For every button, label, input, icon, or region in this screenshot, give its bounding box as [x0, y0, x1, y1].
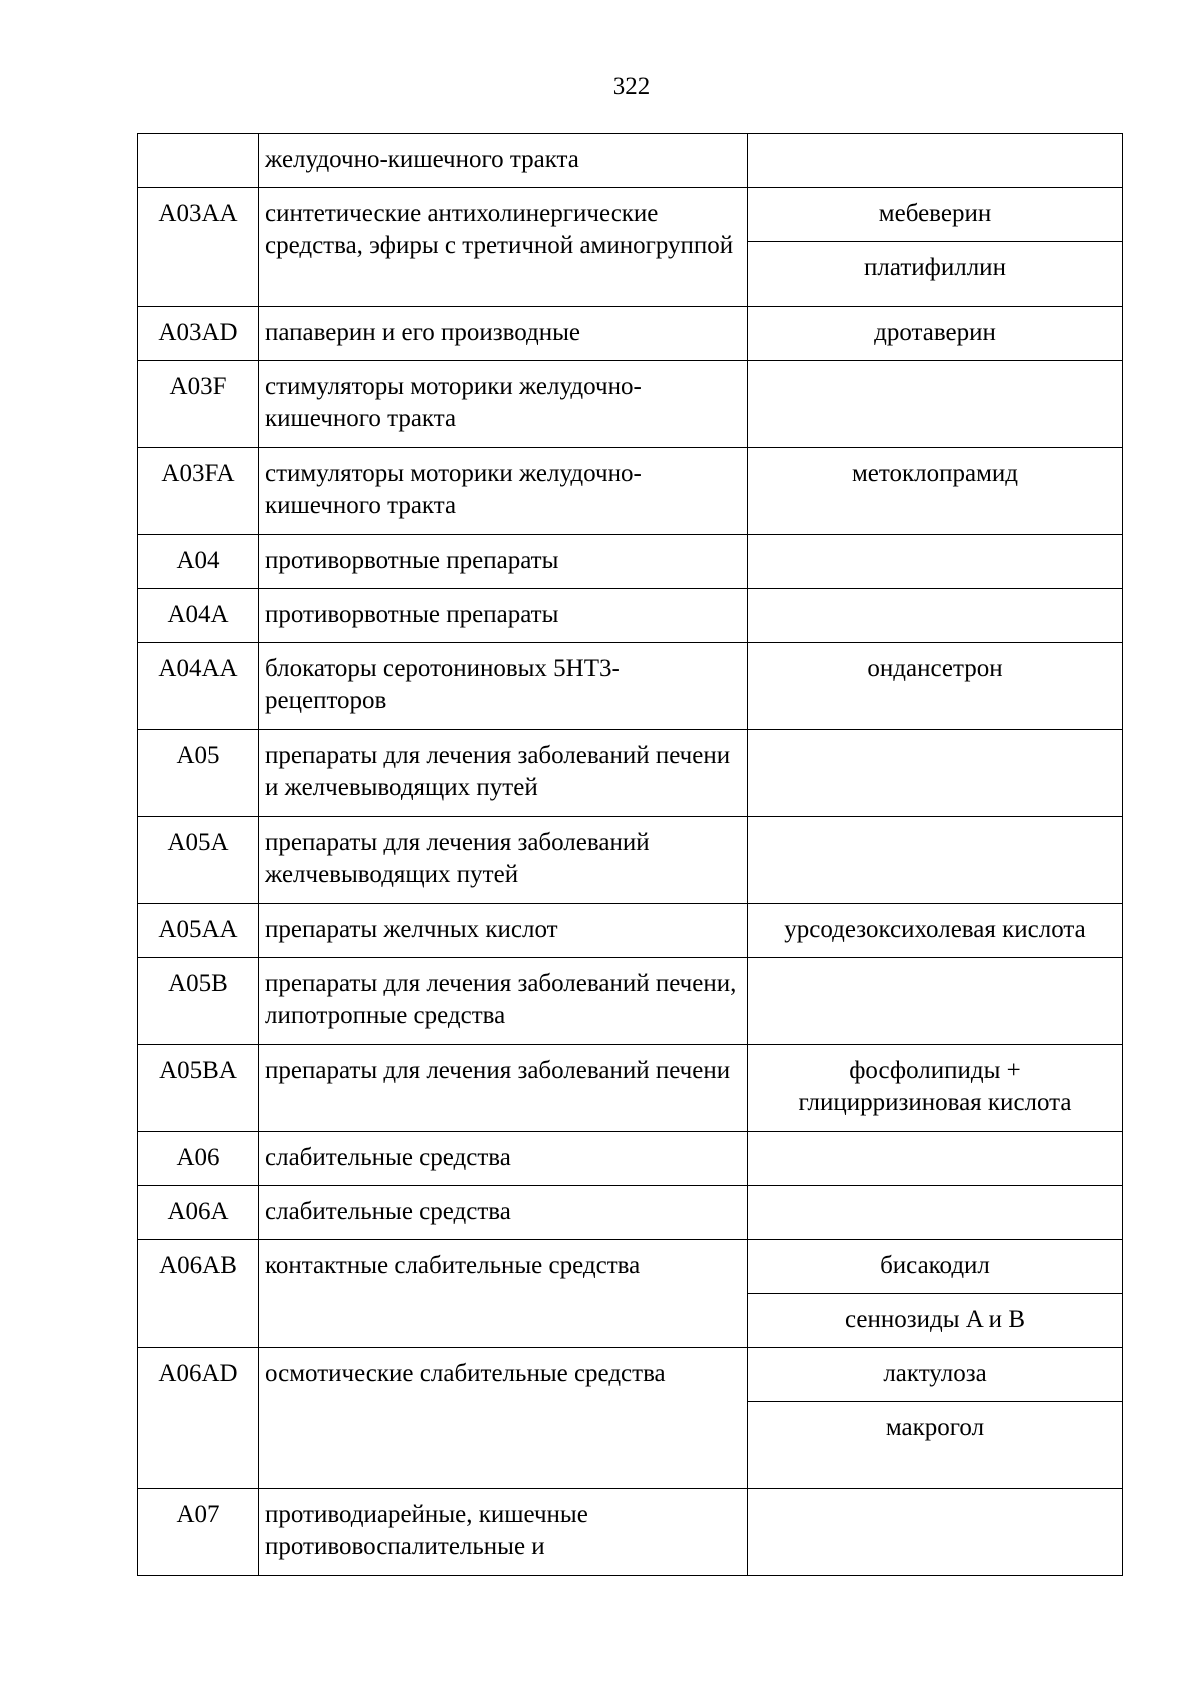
group-description-cell: желудочно-кишечного тракта	[259, 134, 748, 188]
drug-name-cell: лактулоза	[748, 1348, 1123, 1402]
group-description-cell: препараты для лечения заболеваний печени и желчевыводящих путей	[259, 730, 748, 817]
table-row	[138, 589, 1123, 643]
group-description-cell: препараты для лечения заболеваний желчевыводящих путей	[259, 817, 748, 904]
table-row	[138, 1186, 1123, 1240]
drug-name-cell: макрогол	[748, 1402, 1123, 1489]
table-row	[138, 643, 1123, 730]
drug-name-cell	[748, 361, 1123, 448]
atc-code-cell: A06AB	[138, 1240, 259, 1348]
table-row	[138, 1240, 1123, 1294]
group-description-cell: осмотические слабительные средства	[259, 1348, 748, 1489]
drug-name-cell: фосфолипиды + глицирризиновая кислота	[748, 1045, 1123, 1132]
group-description-cell: препараты для лечения заболеваний печени, липотропные средства	[259, 958, 748, 1045]
group-description-cell: слабительные средства	[259, 1186, 748, 1240]
drug-name-cell	[748, 817, 1123, 904]
page-number: 322	[612, 73, 651, 100]
drug-name-cell	[748, 134, 1123, 188]
atc-code-cell: A05B	[138, 958, 259, 1045]
drug-name-cell: дротаверин	[748, 307, 1123, 361]
group-description-cell: синтетические антихолинергические средства, эфиры с третичной аминогруппой	[259, 188, 748, 307]
drug-name-cell	[748, 535, 1123, 589]
drug-name-cell: ондансетрон	[748, 643, 1123, 730]
group-description-cell: противодиарейные, кишечные противовоспалительные и	[259, 1489, 748, 1576]
table-row	[138, 448, 1123, 535]
table-body	[138, 134, 1123, 1576]
atc-code-cell: A07	[138, 1489, 259, 1576]
table-row	[138, 904, 1123, 958]
group-description-cell: папаверин и его производные	[259, 307, 748, 361]
atc-code-cell: A05A	[138, 817, 259, 904]
table-row	[138, 1348, 1123, 1402]
drug-name-cell	[748, 1132, 1123, 1186]
table-row	[138, 1045, 1123, 1132]
table-row	[138, 730, 1123, 817]
atc-code-cell: A05BA	[138, 1045, 259, 1132]
table-row	[138, 134, 1123, 188]
drug-name-cell: урсодезоксихолевая кислота	[748, 904, 1123, 958]
group-description-cell: слабительные средства	[259, 1132, 748, 1186]
group-description-cell: стимуляторы моторики желудочно-кишечного тракта	[259, 361, 748, 448]
atc-code-cell: A05AA	[138, 904, 259, 958]
table-row	[138, 958, 1123, 1045]
atc-code-cell: A05	[138, 730, 259, 817]
atc-code-cell: A03FA	[138, 448, 259, 535]
group-description-cell: блокаторы серотониновых 5HT3-рецепторов	[259, 643, 748, 730]
atc-code-cell: A04A	[138, 589, 259, 643]
atc-code-cell: A04	[138, 535, 259, 589]
table-row	[138, 817, 1123, 904]
drug-name-cell: сеннозиды A и B	[748, 1294, 1123, 1348]
group-description-cell: контактные слабительные средства	[259, 1240, 748, 1348]
drug-name-cell: бисакодил	[748, 1240, 1123, 1294]
drug-name-cell: мебеверин	[748, 188, 1123, 242]
group-description-cell: препараты для лечения заболеваний печени	[259, 1045, 748, 1132]
atc-code-cell: A03AA	[138, 188, 259, 307]
atc-code-cell: A03F	[138, 361, 259, 448]
atc-code-cell: A06A	[138, 1186, 259, 1240]
drug-name-cell	[748, 1489, 1123, 1576]
table-row	[138, 307, 1123, 361]
table-row	[138, 1489, 1123, 1576]
drug-name-cell	[748, 1186, 1123, 1240]
atc-code-cell: A03AD	[138, 307, 259, 361]
drug-table	[137, 133, 1123, 1576]
atc-code-cell: A04AA	[138, 643, 259, 730]
atc-code-cell	[138, 134, 259, 188]
atc-code-cell: A06	[138, 1132, 259, 1186]
drug-name-cell	[748, 730, 1123, 817]
drug-name-cell: платифиллин	[748, 242, 1123, 307]
table-row	[138, 361, 1123, 448]
table-row	[138, 188, 1123, 242]
drug-name-cell	[748, 958, 1123, 1045]
drug-name-cell: метоклопрамид	[748, 448, 1123, 535]
group-description-cell: противорвотные препараты	[259, 535, 748, 589]
table-row	[138, 535, 1123, 589]
table-row	[138, 1132, 1123, 1186]
drug-name-cell	[748, 589, 1123, 643]
atc-code-cell: A06AD	[138, 1348, 259, 1489]
group-description-cell: стимуляторы моторики желудочно-кишечного тракта	[259, 448, 748, 535]
group-description-cell: препараты желчных кислот	[259, 904, 748, 958]
group-description-cell: противорвотные препараты	[259, 589, 748, 643]
